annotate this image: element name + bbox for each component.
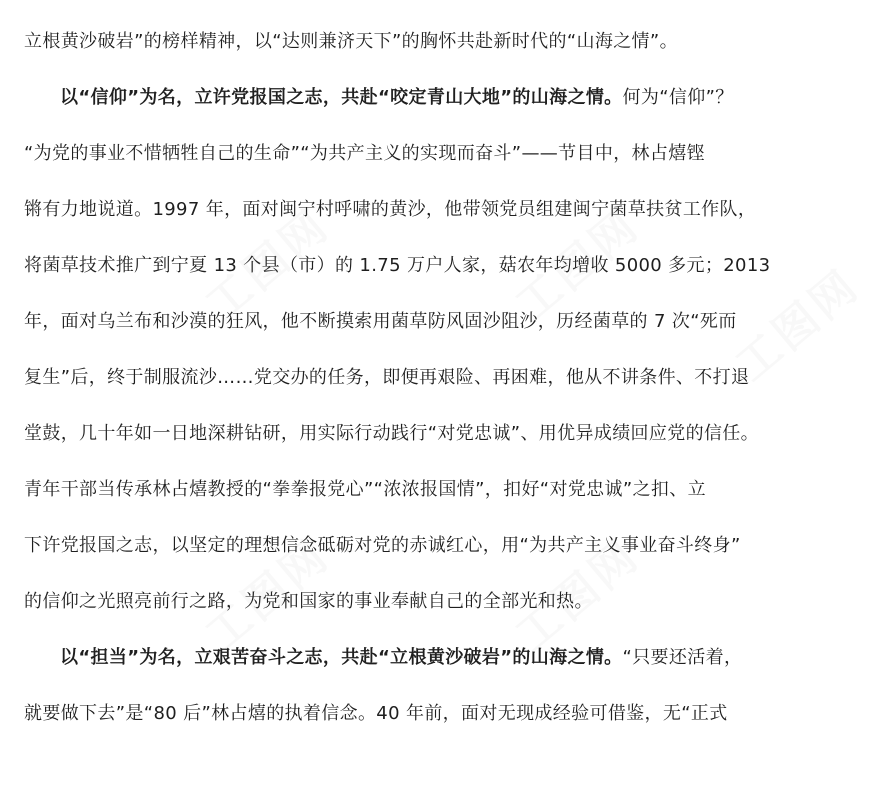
body-text: 立根黄沙破岩”的榜样精神，以“达则兼济天下”的胸怀共赴新时代的“山海之情”。 (24, 31, 678, 52)
watermark-text: 工图网 (506, 529, 650, 662)
text-line (24, 28, 776, 56)
watermark-text: 工图网 (196, 199, 340, 332)
body-text: 年，面对乌兰布和沙漠的狂风，他不断摸索用菌草防风固沙阻沙，历经菌草的 7 次“死而 (24, 311, 737, 332)
text-line (24, 532, 776, 560)
text-line (24, 196, 776, 224)
body-text: 复生”后，终于制服流沙……党交办的任务，即便再艰险、再困难，他从不讲条件、不打退 (24, 367, 750, 388)
body-text: 的信仰之光照亮前行之路，为党和国家的事业奉献自己的全部光和热。 (24, 591, 593, 612)
watermark-text: 工图网 (726, 259, 870, 392)
text-line (24, 420, 776, 448)
body-text: “只要还活着， (622, 647, 743, 668)
body-text: 下许党报国之志，以坚定的理想信念砥砺对党的赤诚红心，用“为共产主义事业奋斗终身” (24, 535, 741, 556)
body-text: 锵有力地说道。1997 年，面对闽宁村呼啸的黄沙，他带领党员组建闽宁菌草扶贫工作队， (24, 199, 757, 220)
text-line (60, 644, 776, 672)
body-text: “为党的事业不惜牺牲自己的生命”“为共产主义的实现而奋斗”——节目中，林占熺铿 (24, 143, 705, 164)
body-text: 就要做下去”是“80 后”林占熺的执着信念。40 年前，面对无现成经验可借鉴，无“正式 (24, 703, 728, 724)
text-line (24, 140, 776, 168)
text-line (24, 700, 776, 728)
text-line (24, 364, 776, 392)
text-line (24, 252, 776, 280)
text-line (24, 308, 776, 336)
body-text: 何为“信仰”？ (622, 87, 734, 108)
body-text: 青年干部当传承林占熺教授的“拳拳报党心”“浓浓报国情”，扣好“对党忠诚”之扣、立 (24, 479, 706, 500)
body-text: 堂鼓，几十年如一日地深耕钻研，用实际行动践行“对党忠诚”、用优异成绩回应党的信任。 (24, 423, 759, 444)
watermark-text: 工图网 (196, 529, 340, 662)
text-line (24, 588, 776, 616)
text-line (24, 476, 776, 504)
bold-heading-text: 以“信仰”为名，立许党报国之志，共赴“咬定青山大地”的山海之情。 (60, 87, 623, 108)
text-line (60, 84, 776, 112)
bold-heading-text: 以“担当”为名，立艰苦奋斗之志，共赴“立根黄沙破岩”的山海之情。 (60, 647, 623, 668)
body-text: 将菌草技术推广到宁夏 13 个县（市）的 1.75 万户人家，菇农年均增收 5000 多元；2013 (24, 255, 771, 276)
watermark-text: 工图网 (506, 199, 650, 332)
